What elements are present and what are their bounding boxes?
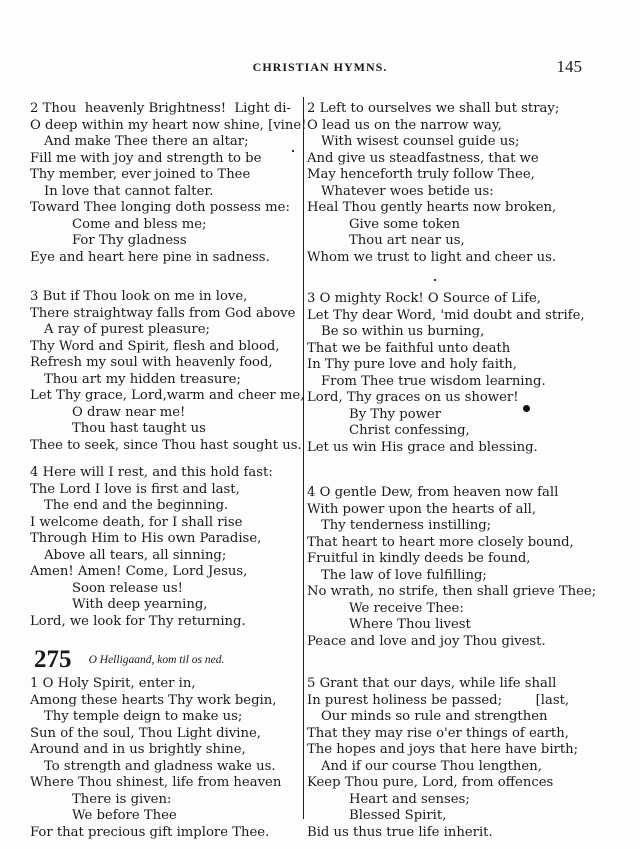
verse-line: Peace and love and joy Thou givest. xyxy=(307,633,546,649)
verse-line: 4 O gentle Dew, from heaven now fall xyxy=(307,485,559,500)
page-number: 145 xyxy=(556,57,582,76)
verse-line: Let us win His grace and blessing. xyxy=(307,439,538,455)
verse-line: Heart and senses; xyxy=(349,791,470,807)
verse-line: Where Thou shinest, life from heaven xyxy=(30,775,282,790)
verse-line: 2 Left to ourselves we shall but stray; xyxy=(307,101,560,116)
verse-line: Let Thy dear Word, 'mid doubt and strife, xyxy=(307,307,585,323)
verse-line: To strength and gladness wake us. xyxy=(44,758,276,774)
verse-line: Thy Word and Spirit, flesh and blood, xyxy=(30,338,280,354)
verse-line: Heal Thou gently hearts now broken, xyxy=(307,200,557,215)
verse-line: 4 Here will I rest, and this hold fast: xyxy=(30,465,273,480)
verse-line: Fruitful in kindly deeds be found, xyxy=(307,551,531,566)
stanza xyxy=(30,101,306,266)
stanza xyxy=(307,291,585,456)
verse-line: May henceforth truly follow Thee, xyxy=(307,167,535,182)
stanza xyxy=(30,289,304,454)
verse-line: Thou art near us, xyxy=(349,233,465,248)
stanza xyxy=(307,485,596,650)
ink-speck xyxy=(292,150,294,152)
verse-line: Bid us thus true life inherit. xyxy=(307,824,493,840)
verse-line: Around and in us brightly shine, xyxy=(30,742,246,757)
verse-line: And if our course Thou lengthen, xyxy=(321,758,542,774)
verse-line: That heart to heart more closely bound, xyxy=(307,534,574,550)
verse-line: Christ confessing, xyxy=(349,423,470,438)
verse-line: Fill me with joy and strength to be xyxy=(30,150,262,166)
verse-line: In love that cannot falter. xyxy=(44,183,214,199)
verse-line: 3 O mighty Rock! O Source of Life, xyxy=(307,291,541,306)
verse-line: Thy tenderness instilling; xyxy=(321,518,492,533)
verse-line: Whatever woes betide us: xyxy=(321,183,494,199)
verse-line: That they may rise o'er things of earth, xyxy=(307,725,569,741)
verse-line: Come and bless me; xyxy=(72,216,207,232)
verse-line: Soon release us! xyxy=(72,580,183,596)
verse-line: For Thy gladness xyxy=(72,233,187,248)
verse-line: Where Thou livest xyxy=(349,617,471,632)
verse-line: 5 Grant that our days, while life shall xyxy=(307,676,557,691)
stanza xyxy=(307,101,559,266)
verse-line: A ray of purest pleasure; xyxy=(44,322,210,337)
verse-line: Thou art my hidden treasure; xyxy=(44,371,241,387)
verse-line: We receive Thee: xyxy=(349,600,464,616)
verse-line: There straightway falls from God above xyxy=(30,305,296,321)
verse-line: With power upon the hearts of all, xyxy=(307,501,537,517)
verse-line: Above all tears, all sinning; xyxy=(44,547,227,563)
verse-line: Whom we trust to light and cheer us. xyxy=(307,249,557,265)
verse-line: In Thy pure love and holy faith, xyxy=(307,357,517,372)
verse-line: O deep within my heart now shine, [vine! xyxy=(30,117,307,133)
verse-line: In purest holiness be passed; [last, xyxy=(307,692,570,708)
verse-line: Blessed Spirit, xyxy=(349,808,447,823)
verse-line: Keep Thou pure, Lord, from offences xyxy=(307,775,554,790)
verse-line: 3 But if Thou look on me in love, xyxy=(30,289,248,304)
verse-line: Sun of the soul, Thou Light divine, xyxy=(30,725,261,741)
verse-line: The Lord I love is first and last, xyxy=(30,481,240,497)
verse-line: Through Him to His own Paradise, xyxy=(30,531,262,546)
verse-line: Thy temple deign to make us; xyxy=(44,709,243,724)
hymn-subtitle: O Helligaand, kom til os ned. xyxy=(88,654,225,666)
verse-line: For that precious gift implore Thee. xyxy=(30,824,270,840)
verse-line: 1 O Holy Spirit, enter in, xyxy=(30,676,196,691)
verse-line: Refresh my soul with heavenly food, xyxy=(30,355,273,370)
verse-line: We before Thee xyxy=(72,808,177,823)
verse-line: No wrath, no strife, then shall grieve Thee; xyxy=(307,584,597,599)
stanza xyxy=(30,676,281,841)
verse-line: From Thee true wisdom learning. xyxy=(321,373,546,389)
verse-line: Lord, we look for Thy returning. xyxy=(30,613,246,629)
hymn-number: 275 xyxy=(34,646,72,673)
verse-line: The law of love fulfilling; xyxy=(321,567,487,583)
verse-line: There is given: xyxy=(72,791,172,807)
verse-line: 2 Thou heavenly Brightness! Light di- xyxy=(30,101,291,116)
verse-line: The end and the beginning. xyxy=(44,498,229,513)
verse-line: With deep yearning, xyxy=(72,597,208,612)
verse-line: Lord, Thy graces on us shower! xyxy=(307,390,519,405)
running-title: CHRISTIAN HYMNS. xyxy=(252,60,388,74)
verse-line: Thou hast taught us xyxy=(72,421,206,436)
hymn-heading xyxy=(34,646,224,674)
verse-line: O draw near me! xyxy=(72,404,186,420)
verse-line: I welcome death, for I shall rise xyxy=(30,514,243,530)
stanza xyxy=(30,465,273,630)
stanza xyxy=(307,676,578,841)
verse-line: Amen! Amen! Come, Lord Jesus, xyxy=(30,564,248,579)
ink-dot xyxy=(523,405,530,412)
ink-speck xyxy=(434,279,436,281)
verse-line: Be so within us burning, xyxy=(321,324,485,339)
verse-line: By Thy power xyxy=(349,406,442,422)
verse-line: The hopes and joys that here have birth; xyxy=(307,742,579,757)
verse-line: Thee to seek, since Thou hast sought us. xyxy=(30,437,302,453)
verse-line: And make Thee there an altar; xyxy=(44,134,249,149)
verse-line: Let Thy grace, Lord,warm and cheer me, xyxy=(30,388,305,403)
verse-line: And give us steadfastness, that we xyxy=(307,150,539,166)
verse-line: Give some token xyxy=(349,216,460,232)
verse-line: Among these hearts Thy work begin, xyxy=(30,692,277,708)
verse-line: Our minds so rule and strengthen xyxy=(321,709,548,724)
verse-line: Eye and heart here pine in sadness. xyxy=(30,249,270,265)
verse-line: O lead us on the narrow way, xyxy=(307,117,502,133)
verse-line: That we be faithful unto death xyxy=(307,340,511,356)
verse-line: Thy member, ever joined to Thee xyxy=(30,167,251,182)
verse-line: With wisest counsel guide us; xyxy=(321,134,520,149)
verse-line: Toward Thee longing doth possess me: xyxy=(30,200,290,215)
